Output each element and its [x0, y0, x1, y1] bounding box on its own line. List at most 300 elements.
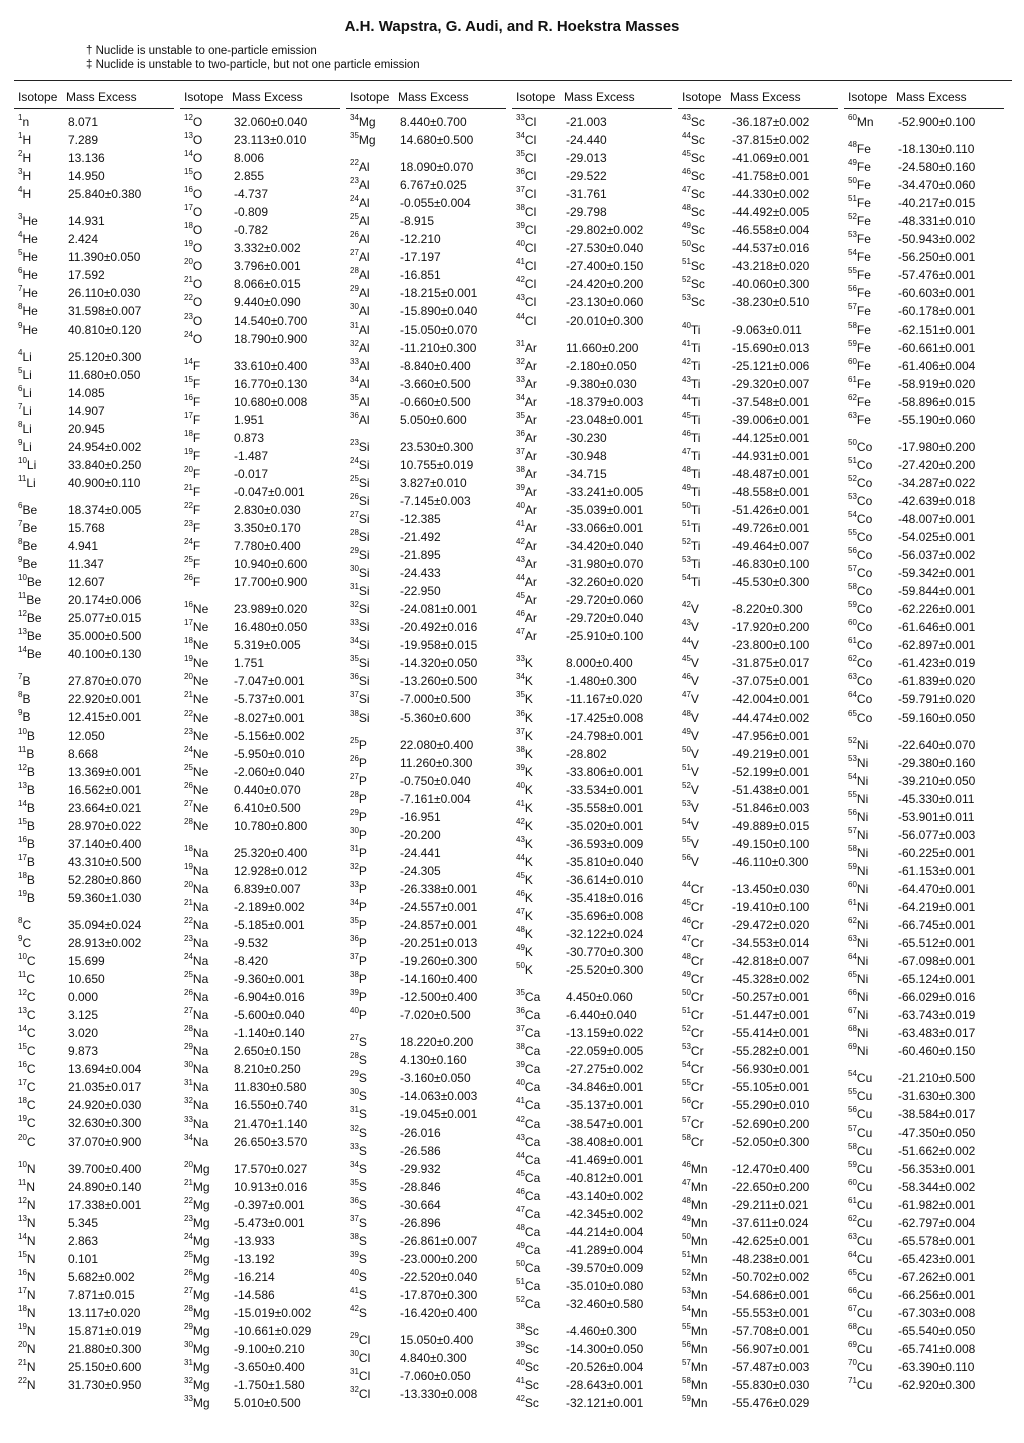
table-row: [512, 1115, 678, 1133]
mass-number: 46: [516, 609, 525, 619]
element-symbol: Cl: [358, 1333, 371, 1348]
mass-excess-cell: -58.344±0.002: [898, 1179, 976, 1194]
table-row: [844, 302, 1010, 320]
table-row: [678, 573, 844, 591]
mass-number: 45: [516, 1168, 525, 1178]
isotope-cell: [678, 573, 732, 591]
element-symbol: Ne: [192, 800, 209, 815]
isotope-cell: [678, 1096, 732, 1114]
mass-number: 57: [848, 302, 857, 312]
mass-number: 61: [848, 374, 857, 384]
mass-excess-cell: 16.770±0.130: [234, 376, 308, 391]
element-symbol: Na: [192, 881, 209, 896]
element-symbol: Ar: [524, 448, 537, 463]
element-symbol: Ne: [192, 710, 209, 725]
mass-number: 28: [184, 1304, 193, 1313]
mass-excess-cell: 20.945: [68, 421, 105, 436]
table-row: [180, 709, 346, 727]
mass-number: 47: [682, 1177, 691, 1187]
mass-number: 33: [350, 618, 359, 628]
table-row: [678, 636, 844, 654]
isotope-cell: [512, 131, 566, 149]
group-spacer: [678, 871, 844, 880]
isotope-cell: [14, 1250, 68, 1268]
element-symbol: Ti: [690, 412, 701, 427]
element-symbol: K: [524, 836, 533, 851]
mass-number: 4: [18, 230, 23, 240]
mass-excess-cell: -55.290±0.010: [732, 1098, 810, 1113]
element-symbol: Mn: [690, 1215, 708, 1230]
element-symbol: O: [192, 169, 203, 184]
mass-number: 62: [848, 654, 857, 664]
mass-number: 51: [682, 1006, 691, 1016]
mass-number: 50: [682, 988, 691, 998]
table-row: [512, 357, 678, 375]
element-symbol: Ar: [524, 539, 537, 554]
isotope-cell: [180, 844, 234, 862]
isotope-cell: [14, 835, 68, 853]
table-row: [346, 916, 512, 934]
table-row: [180, 573, 346, 591]
isotope-cell: [844, 1024, 898, 1042]
isotope-cell: [180, 1340, 234, 1358]
table-row: [512, 1376, 678, 1394]
mass-number: 35: [350, 654, 359, 664]
mass-number: 14: [184, 149, 193, 159]
table-row: [14, 1160, 180, 1178]
element-symbol: Ar: [524, 502, 537, 517]
mass-excess-cell: -64.219±0.001: [898, 899, 976, 914]
element-symbol: Ni: [856, 809, 869, 824]
mass-excess-cell: -34.715: [566, 466, 607, 481]
mass-excess-cell: 39.700±0.400: [68, 1161, 142, 1176]
element-symbol: V: [690, 746, 699, 761]
table-row: [678, 1340, 844, 1358]
mass-number: 1: [18, 131, 23, 141]
mass-number: 21: [18, 1358, 27, 1368]
table-row: [180, 1096, 346, 1114]
mass-excess-cell: 6.767±0.025: [400, 178, 467, 193]
mass-excess-cell: 21.470±1.140: [234, 1116, 308, 1131]
table-row: [678, 781, 844, 799]
mass-excess-cell: -7.000±0.500: [400, 692, 471, 707]
isotope-cell: [844, 1358, 898, 1376]
group-spacer: [844, 131, 1010, 140]
mass-number: 34: [350, 636, 359, 646]
isotope-cell: [512, 185, 566, 203]
element-symbol: Mg: [192, 1306, 210, 1320]
isotope-cell: [844, 844, 898, 862]
table-row: [346, 375, 512, 393]
mass-excess-cell: -16.420±0.400: [400, 1306, 478, 1320]
mass-number: 14: [184, 356, 193, 366]
isotope-cell: [346, 564, 400, 582]
mass-excess-cell: -55.282±0.001: [732, 1044, 810, 1059]
mass-excess-cell: 12.607: [68, 575, 105, 590]
table-row: [14, 970, 180, 988]
element-symbol: Ca: [524, 1008, 541, 1023]
table-row: [678, 537, 844, 555]
mass-excess-cell: -14.320±0.050: [400, 656, 478, 671]
mass-excess-cell: -9.100±0.210: [234, 1342, 305, 1357]
mass-number: 26: [350, 753, 359, 763]
element-symbol: Na: [192, 1044, 209, 1059]
table-row: [346, 393, 512, 411]
mass-excess-cell: 43.310±0.500: [68, 854, 142, 869]
table-row: [346, 754, 512, 772]
element-symbol: Ca: [524, 1224, 541, 1239]
mass-excess-cell: 10.940±0.600: [234, 557, 308, 572]
mass-number: 16: [18, 1060, 27, 1070]
isotope-cell: [512, 1394, 566, 1412]
table-row: [346, 1069, 512, 1087]
element-symbol: Fe: [856, 196, 871, 211]
mass-excess-cell: -7.020±0.500: [400, 1008, 471, 1023]
element-symbol: Fe: [856, 232, 871, 247]
element-symbol: Al: [358, 358, 370, 373]
mass-number: 49: [848, 158, 857, 168]
element-symbol: Cu: [856, 1306, 873, 1320]
mass-excess-cell: -17.920±0.200: [732, 620, 810, 635]
mass-excess-cell: 40.810±0.120: [68, 322, 142, 337]
isotope-cell: [678, 970, 732, 988]
isotope-cell: [512, 1133, 566, 1151]
mass-excess-cell: 59.360±1.030: [68, 890, 142, 905]
mass-number: 39: [350, 1249, 359, 1259]
isotope-cell: [678, 519, 732, 537]
element-symbol: C: [26, 1008, 36, 1023]
mass-excess-cell: -8.220±0.300: [732, 602, 803, 617]
mass-number: 22: [184, 500, 193, 510]
mass-number: 50: [516, 961, 525, 971]
table-row: [180, 113, 346, 131]
table-row: [844, 438, 1010, 456]
element-symbol: Mg: [192, 1269, 210, 1284]
isotope-cell: [346, 1304, 400, 1322]
isotope-cell: [678, 357, 732, 375]
mass-excess-cell: -63.743±0.019: [898, 1008, 976, 1023]
isotope-cell: [346, 790, 400, 808]
table-row: [844, 690, 1010, 708]
element-symbol: Li: [22, 349, 32, 364]
isotope-cell: [14, 627, 68, 645]
isotope-cell: [346, 1006, 400, 1024]
element-symbol: Sc: [524, 1360, 539, 1375]
isotope-cell: [346, 266, 400, 284]
isotope-cell: [180, 113, 234, 131]
table-row: [346, 1178, 512, 1196]
isotope-cell: [678, 167, 732, 185]
mass-excess-cell: -56.077±0.003: [898, 827, 976, 842]
isotope-cell: [346, 1160, 400, 1178]
isotope-cell: [346, 808, 400, 826]
table-row: [346, 1367, 512, 1385]
isotope-cell: [180, 1376, 234, 1394]
table-row: [14, 1178, 180, 1196]
mass-excess-cell: 10.680±0.008: [234, 394, 308, 409]
table-row: [346, 1304, 512, 1322]
isotope-cell: [512, 988, 566, 1006]
mass-number: 39: [516, 762, 525, 772]
element-symbol: C: [26, 1026, 36, 1041]
mass-number: 57: [848, 825, 857, 835]
table-row: [346, 1250, 512, 1268]
element-symbol: Be: [22, 502, 38, 517]
mass-number: 12: [18, 1195, 27, 1205]
legend-notes: [86, 44, 420, 72]
isotope-cell: [678, 1268, 732, 1286]
table-row: [180, 375, 346, 393]
table-row: [512, 447, 678, 465]
element-symbol: S: [358, 1233, 367, 1248]
isotope-cell: [346, 1385, 400, 1403]
element-symbol: Ca: [524, 1278, 541, 1293]
table-row: [678, 1268, 844, 1286]
table-row: [844, 248, 1010, 266]
isotope-cell: [678, 654, 732, 672]
mass-excess-cell: -27.400±0.150: [566, 259, 644, 274]
mass-number: 45: [682, 897, 691, 907]
element-symbol: V: [690, 674, 699, 689]
element-symbol: F: [192, 557, 201, 572]
mass-excess-cell: 2.830±0.030: [234, 502, 301, 517]
isotope-cell: [844, 302, 898, 320]
mass-number: 15: [18, 1042, 27, 1052]
table-row: [14, 212, 180, 230]
isotope-cell: [844, 772, 898, 790]
element-symbol: Cu: [856, 1342, 873, 1357]
mass-excess-cell: -45.530±0.300: [732, 575, 810, 590]
isotope-cell: [14, 1133, 68, 1151]
element-symbol: O: [192, 151, 203, 166]
mass-number: 11: [18, 591, 27, 601]
element-symbol: Mn: [690, 1269, 708, 1284]
element-symbol: V: [690, 692, 699, 707]
mass-excess-cell: -35.039±0.001: [566, 502, 644, 517]
mass-excess-cell: -61.982±0.001: [898, 1197, 976, 1212]
isotope-cell: [180, 411, 234, 429]
group-spacer: [14, 1151, 180, 1160]
element-symbol: Fe: [856, 322, 871, 337]
isotope-cell: [678, 1060, 732, 1078]
mass-excess-cell: -43.218±0.020: [732, 259, 810, 274]
isotope-cell: [844, 600, 898, 618]
element-symbol: Cu: [856, 1360, 873, 1375]
element-symbol: Mg: [192, 1287, 210, 1302]
element-symbol: Mg: [192, 1197, 210, 1212]
mass-excess-cell: -55.553±0.001: [732, 1306, 810, 1320]
mass-number: 48: [682, 1195, 691, 1205]
mass-excess-cell: -32.460±0.580: [566, 1297, 644, 1311]
table-row: [14, 871, 180, 889]
mass-number: 34: [350, 897, 359, 907]
isotope-cell: [844, 1232, 898, 1250]
isotope-cell: [346, 411, 400, 429]
mass-excess-cell: -21.895: [400, 548, 441, 563]
mass-number: 43: [516, 834, 525, 844]
isotope-cell: [346, 1367, 400, 1385]
element-symbol: Ti: [690, 394, 701, 409]
mass-number: 56: [682, 1096, 691, 1106]
mass-excess-cell: -24.580±0.160: [898, 160, 976, 175]
mass-number: 30: [350, 825, 359, 835]
table-row: [180, 257, 346, 275]
element-symbol: Si: [358, 692, 370, 707]
element-symbol: S: [358, 1215, 367, 1230]
mass-number: 10: [18, 573, 27, 583]
element-symbol: Al: [358, 304, 370, 319]
mass-excess-cell: -38.230±0.510: [732, 295, 810, 310]
element-symbol: Li: [26, 475, 36, 490]
mass-number: 29: [350, 1069, 359, 1079]
table-row: [678, 1178, 844, 1196]
mass-number: 25: [350, 473, 359, 483]
table-row: [14, 934, 180, 952]
element-symbol: Cl: [524, 205, 537, 220]
table-row: [844, 1124, 1010, 1142]
mass-number: 44: [682, 392, 691, 402]
mass-excess-cell: 12.928±0.012: [234, 863, 308, 878]
mass-excess-cell: 14.907: [68, 403, 105, 418]
element-symbol: Sc: [690, 169, 705, 184]
element-symbol: O: [192, 259, 203, 274]
element-symbol: Ni: [856, 827, 869, 842]
isotope-cell: [180, 312, 234, 330]
isotope-cell: [180, 1115, 234, 1133]
table-row: [844, 1304, 1010, 1322]
table-row: [180, 393, 346, 411]
mass-excess-cell: -23.048±0.001: [566, 412, 644, 427]
element-symbol: Li: [22, 439, 32, 454]
element-symbol: Si: [358, 584, 370, 599]
element-symbol: Fe: [856, 304, 871, 319]
element-symbol: Co: [856, 548, 873, 563]
mass-excess-cell: -21.492: [400, 530, 441, 545]
isotope-cell: [678, 1394, 732, 1412]
isotope-cell: [678, 934, 732, 952]
mass-number: 25: [350, 212, 359, 222]
element-symbol: Si: [358, 439, 370, 454]
element-symbol: Co: [856, 566, 873, 581]
mass-number: 27: [350, 771, 359, 781]
mass-excess-cell: 15.699: [68, 954, 105, 969]
table-row: [346, 1214, 512, 1232]
table-row: [180, 239, 346, 257]
mass-excess-cell: 3.796±0.001: [234, 259, 301, 274]
header-mass-excess: Mass Excess: [398, 90, 469, 104]
mass-number: 39: [350, 988, 359, 998]
table-row: [844, 934, 1010, 952]
element-symbol: P: [358, 809, 367, 824]
table-row: [512, 1133, 678, 1151]
isotope-cell: [346, 1142, 400, 1160]
mass-number: 18: [184, 428, 193, 438]
element-symbol: Li: [22, 367, 32, 382]
element-symbol: S: [358, 1143, 367, 1158]
mass-number: 43: [516, 1132, 525, 1142]
element-symbol: S: [358, 1251, 367, 1266]
mass-number: 53: [848, 230, 857, 240]
element-symbol: V: [690, 638, 699, 653]
table-row: [14, 302, 180, 320]
mass-number: 33: [516, 113, 525, 122]
mass-number: 38: [350, 1231, 359, 1241]
isotope-cell: [14, 1096, 68, 1114]
isotope-cell: [678, 727, 732, 745]
isotope-cell: [180, 745, 234, 763]
mass-number: 31: [184, 1358, 193, 1368]
element-symbol: Cu: [856, 1089, 873, 1104]
mass-number: 36: [516, 1006, 525, 1016]
element-symbol: P: [358, 773, 367, 788]
table-row: [14, 1268, 180, 1286]
mass-excess-cell: -47.956±0.001: [732, 728, 810, 743]
isotope-cell: [844, 284, 898, 302]
element-symbol: Mg: [192, 1378, 210, 1393]
mass-number: 63: [848, 934, 857, 944]
isotope-cell: [14, 1232, 68, 1250]
mass-number: 47: [682, 690, 691, 700]
mass-number: 48: [516, 1222, 525, 1232]
isotope-cell: [512, 907, 566, 925]
element-symbol: Mn: [856, 115, 874, 129]
element-symbol: Ar: [524, 394, 537, 409]
element-symbol: Ni: [856, 972, 869, 987]
table-row: [14, 185, 180, 203]
table-row: [678, 447, 844, 465]
mass-excess-cell: 8.066±0.015: [234, 277, 301, 292]
isotope-cell: [346, 1349, 400, 1367]
mass-number: 38: [516, 1042, 525, 1052]
header-mass-excess: Mass Excess: [896, 90, 967, 104]
isotope-cell: [844, 411, 898, 429]
mass-excess-cell: -26.586: [400, 1143, 441, 1158]
table-row: [180, 1358, 346, 1376]
element-symbol: Ti: [690, 502, 701, 517]
mass-number: 66: [848, 1285, 857, 1295]
table-row: [678, 465, 844, 483]
element-symbol: Ca: [524, 1188, 541, 1203]
mass-excess-cell: 11.660±0.200: [566, 340, 639, 355]
mass-excess-cell: -62.151±0.001: [898, 322, 976, 337]
table-row: [14, 1232, 180, 1250]
table-row: [512, 185, 678, 203]
mass-number: 40: [516, 500, 525, 510]
table-row: [512, 727, 678, 745]
table-row: [180, 1376, 346, 1394]
mass-excess-cell: -16.851: [400, 268, 441, 283]
mass-excess-cell: 11.260±0.300: [400, 755, 473, 770]
mass-excess-cell: -40.060±0.300: [732, 277, 810, 292]
mass-excess-cell: -14.300±0.050: [566, 1342, 644, 1357]
isotope-cell: [512, 727, 566, 745]
element-symbol: K: [524, 710, 533, 725]
mass-excess-cell: -8.915: [400, 214, 435, 229]
mass-excess-cell: -22.650±0.200: [732, 1179, 810, 1194]
element-symbol: He: [22, 232, 38, 247]
mass-excess-cell: 12.415±0.001: [68, 710, 142, 725]
element-symbol: F: [192, 466, 201, 481]
mass-excess-cell: -11.210±0.300: [400, 340, 477, 355]
isotope-cell: [180, 447, 234, 465]
mass-number: 17: [184, 410, 193, 420]
table-row: [180, 880, 346, 898]
table-row: [346, 970, 512, 988]
isotope-cell: [512, 1259, 566, 1277]
mass-number: 43: [682, 618, 691, 628]
element-symbol: Ni: [856, 936, 869, 951]
table-row: [678, 1250, 844, 1268]
